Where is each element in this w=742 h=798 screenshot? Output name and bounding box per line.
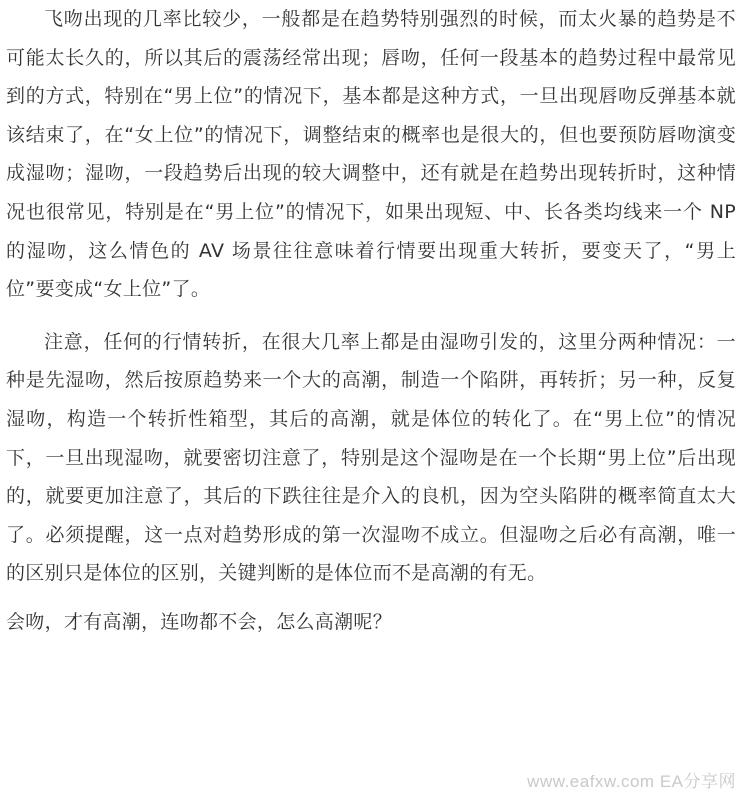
article-paragraph-1: 飞吻出现的几率比较少，一般都是在趋势特别强烈的时候，而太火暴的趋势是不可能太长久的，所以其后的震荡经常出现；唇吻，任何一段基本的趋势过程中最常见到的方式，特别在“男上位”的情况下，基本都是这种方式，一旦出现唇吻反弹基本就该结束了，在“女上位”的情况下，调整结束的概率也是很大的，但也要预防唇吻演变成湿吻；湿吻，一段趋势后出现的较大调整中，还有就是在趋势出现转折时，这种情况也很常见，特别是在“男上位”的情况下，如果出现短、中、长各类均线来一个 NP 的湿吻，这么情色的 AV 场景往往意味着行情要出现重大转折，要变天了，“男上位”要变成“女上位”了。 bbox=[6, 8, 736, 301]
article-paragraph-2: 注意，任何的行情转折，在很大几率上都是由湿吻引发的，这里分两种情况：一种是先湿吻，然后按原趋势来一个大的高潮，制造一个陷阱，再转折；另一种，反复湿吻，构造一个转折性箱型，其后的高潮，就是体位的转化了。在“男上位”的情况下，一旦出现湿吻，就要密切注意了，特别是这个湿吻是在一个长期“男上位”后出现的，就要更加注意了，其后的下跌往往是介入的良机，因为空头陷阱的概率简直太大了。必须提醒，这一点对趋势形成的第一次湿吻不成立。但湿吻之后必有高潮，唯一的区别只是体位的区别，关键判断的是体位而不是高潮的有无。 bbox=[6, 330, 736, 585]
site-watermark: www.eafxw.com EA分享网 bbox=[527, 772, 736, 791]
article-paragraph-3: 会吻，才有高潮，连吻都不会，怎么高潮呢？ bbox=[6, 610, 393, 633]
article-body bbox=[6, 0, 736, 642]
